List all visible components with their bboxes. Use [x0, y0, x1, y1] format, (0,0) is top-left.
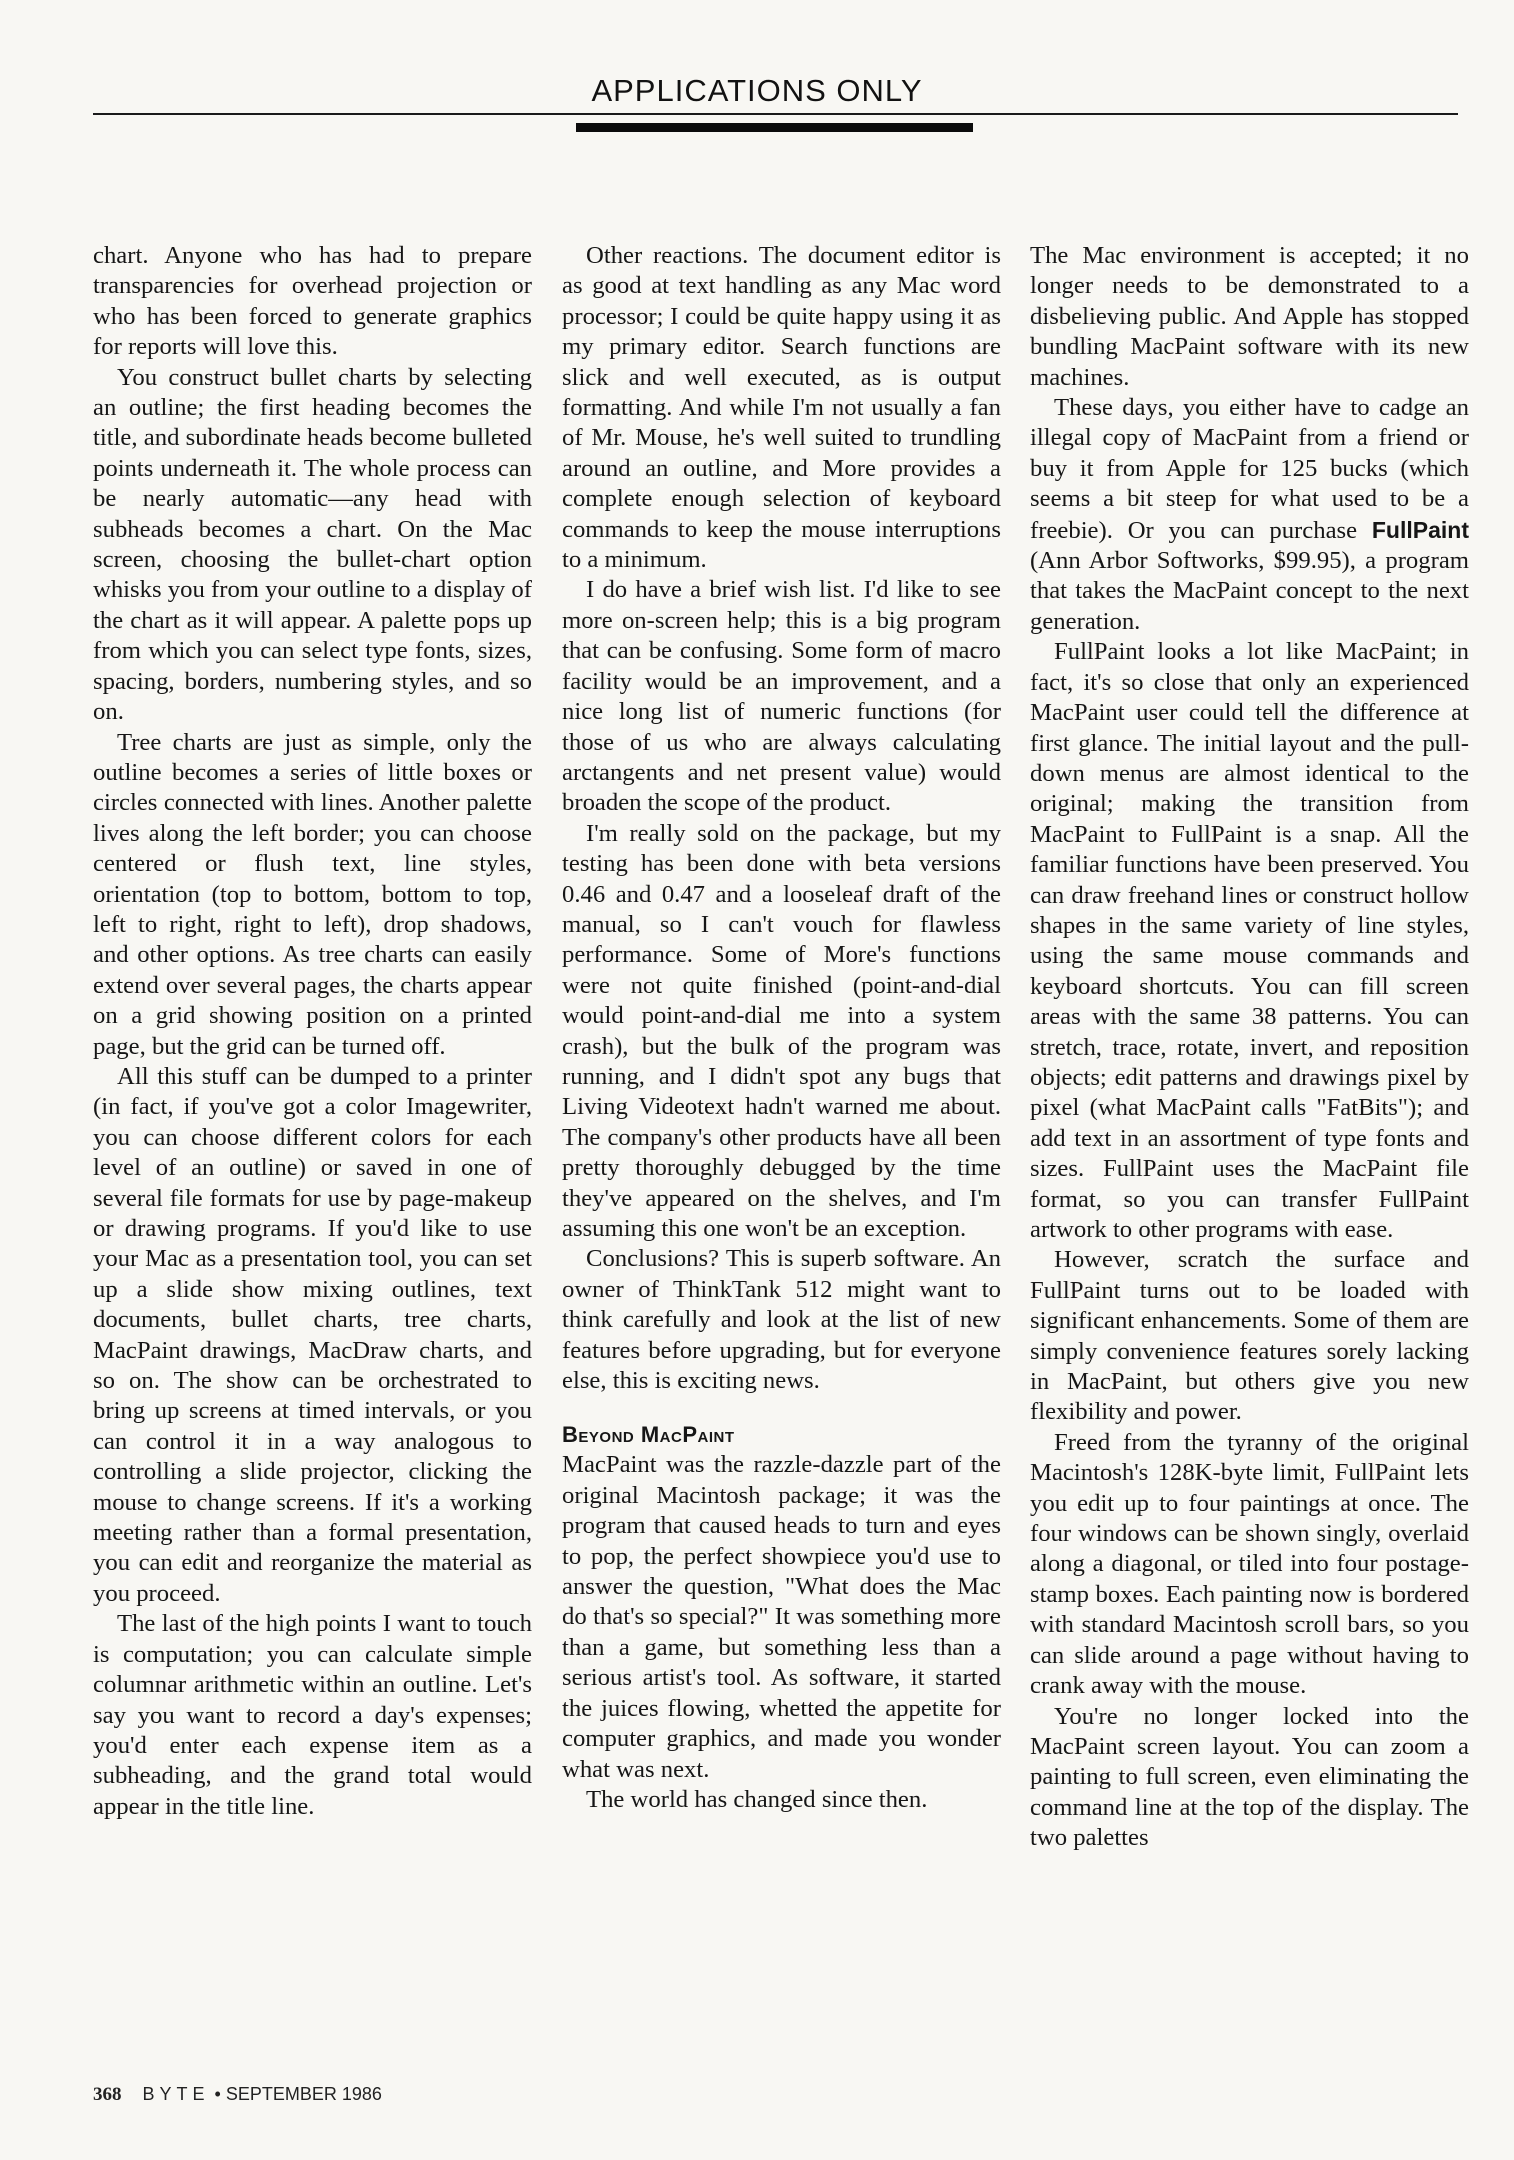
section-title: APPLICATIONS ONLY — [591, 73, 923, 108]
paragraph-text: These days, you either have to cadge an illegal copy of MacPaint from a friend or buy it from Apple for 125 bucks (which seems a bit steep for what used to be a freebie). Or you can purchase — [1030, 394, 1469, 544]
page-number: 368 — [93, 2084, 122, 2105]
paragraph: Freed from the tyranny of the original Macintosh's 128K-byte limit, FullPaint lets you edit up to four paintings at once. The four windows can be shown singly, overlaid along a diagonal, or tiled into four postage-stamp boxes. Each painting now is bordered with standard Macintosh scroll bars, so you can slide around a page without having to crank away with the mouse. — [1030, 1428, 1469, 1700]
paragraph: MacPaint was the razzle-dazzle part of the original Macintosh package; it was the program that caused heads to turn and eyes to pop, the perfect showpiece you'd use to answer the question, "What does the Mac do that's so special?" It was something more than a game, but something less than a serious artist's tool. As software, it started the juices flowing, whetted the appetite for computer graphics, and made you wonder what was next. — [562, 1451, 1001, 1783]
paragraph: The last of the high points I want to touch is computation; you can calculate simple columnar arithmetic within an outline. Let's say you want to record a day's expenses; you'd enter each expense item as a subheading, and the grand total would appear in the title line. — [93, 1610, 532, 1820]
paragraph: FullPaint looks a lot like MacPaint; in fact, it's so close that only an experienced MacPaint user could tell the difference at first glance. The initial layout and the pull-down menus are almost identical to the original; making the transition from MacPaint to FullPaint is a snap. All the familiar functions have been preserved. You can draw freehand lines or construct hollow shapes in the same variety of line styles, using the same mouse commands and keyboard shortcuts. You can fill screen areas with the same 38 patterns. You can stretch, trace, rotate, invert, and reposition objects; edit patterns and drawings pixel by pixel (what MacPaint calls "FatBits"); and add text in an assortment of type fonts and sizes. FullPaint uses the MacPaint file format, so you can transfer FullPaint artwork to other programs with ease. — [1030, 638, 1469, 1243]
paragraph: Tree charts are just as simple, only the outline becomes a series of little boxes or circles connected with lines. Another palette lives along the left border; you can choose centered or flush text, line styles, orientation (top to bottom, bottom to top, left to right, right to left), drop shadows, and other options. As tree charts can easily extend over several pages, the charts appear on a grid showing position on a printed page, but the grid can be turned off. — [93, 728, 532, 1060]
paragraph: However, scratch the surface and FullPaint turns out to be loaded with significant enhancements. Some of them are simply convenience features sorely lacking in MacPaint, but others give you new flexibility and power. — [1030, 1246, 1469, 1426]
paragraph: You're no longer locked into the MacPaint screen layout. You can zoom a painting to full screen, even eliminating the command line at the top of the display. The two palettes — [1030, 1702, 1469, 1852]
paragraph: The Mac environment is accepted; it no longer needs to be demonstrated to a disbelieving public. And Apple has stopped bundling MacPaint software with its new machines. — [1030, 242, 1469, 391]
footer-separator: • — [214, 2084, 221, 2104]
paragraph: Other reactions. The document editor is as good at text handling as any Mac word processor; I could be quite happy using it as my primary editor. Search functions are slick and well executed, as is output formatting. And while I'm not usually a fan of Mr. Mouse, he's well suited to trundling around an outline, and More provides a complete enough selection of keyboard commands to keep the mouse interruptions to a minimum. — [562, 242, 1001, 574]
paragraph: All this stuff can be dumped to a printer (in fact, if you've got a color Imagewriter, you can choose different colors for each level of an outline) or saved in one of several file formats for use by page-makeup or drawing programs. If you'd like to use your Mac as a presentation tool, you can set up a slide show mixing outlines, text documents, bullet charts, tree charts, MacPaint drawings, MacDraw charts, and so on. The show can be orchestrated to bring up screens at timed intervals, or you can control it in a way analogous to controlling a slide projector, clicking the mouse to change screens. If it's a working meeting rather than a formal presentation, you can edit and reorganize the material as you proceed. — [93, 1062, 532, 1607]
paragraph: You construct bullet charts by selecting an outline; the first heading becomes the title, and subordinate heads become bulleted points underneath it. The whole process can be nearly automatic—any head with subheads becomes a chart. On the Mac screen, choosing the bullet-chart option whisks you from your outline to a display of the chart as it will appear. A palette pops up from which you can select type fonts, sizes, spacing, borders, numbering styles, and so on. — [93, 363, 532, 726]
paragraph: The world has changed since then. — [586, 1785, 928, 1813]
paragraph-text: (Ann Arbor Softworks, $99.95), a program that takes the MacPaint concept to the next generation. — [1030, 547, 1469, 635]
paragraph: I do have a brief wish list. I'd like to see more on-screen help; this is a big program that can be confusing. Some form of macro facility would be an improvement, and a nice long list of numeric functions (for those of us who are always calculating arctangents and net present value) would broaden the scope of the product. — [562, 576, 1001, 817]
paragraph: chart. Anyone who has had to prepare transparencies for overhead projection or who has been forced to generate graphics for reports will love this. — [93, 242, 532, 361]
paragraph: Conclusions? This is superb software. An owner of ThinkTank 512 might want to think carefully and look at the list of new features before upgrading, but for everyone else, this is exciting news. — [562, 1245, 1001, 1395]
header-bar — [576, 123, 973, 132]
column-1 — [93, 241, 532, 1822]
paragraph: I'm really sold on the package, but my testing has been done with beta versions 0.46 and 0.47 and a looseleaf draft of the manual, so I can't vouch for flawless performance. Some of More's functions were not quite finished (point-and-dial would point-and-dial me into a system crash), but the bulk of the program was running, and I didn't spot any bugs that Living Videotext hadn't warned me about. The company's other products have all been pretty thoroughly debugged by the time they've appeared on the shelves, and I'm assuming this one won't be an exception. — [562, 819, 1001, 1242]
magazine-name: BYTE — [142, 2084, 210, 2104]
issue-date: SEPTEMBER 1986 — [225, 2084, 382, 2104]
paragraph — [1030, 393, 1469, 637]
product-name: FullPaint — [1371, 516, 1469, 543]
page-footer — [93, 2084, 382, 2106]
column-2 — [562, 241, 1001, 1815]
section-heading: Beyond MacPaint — [562, 1422, 735, 1448]
column-3 — [1030, 241, 1469, 1854]
header-rule — [93, 113, 1458, 115]
